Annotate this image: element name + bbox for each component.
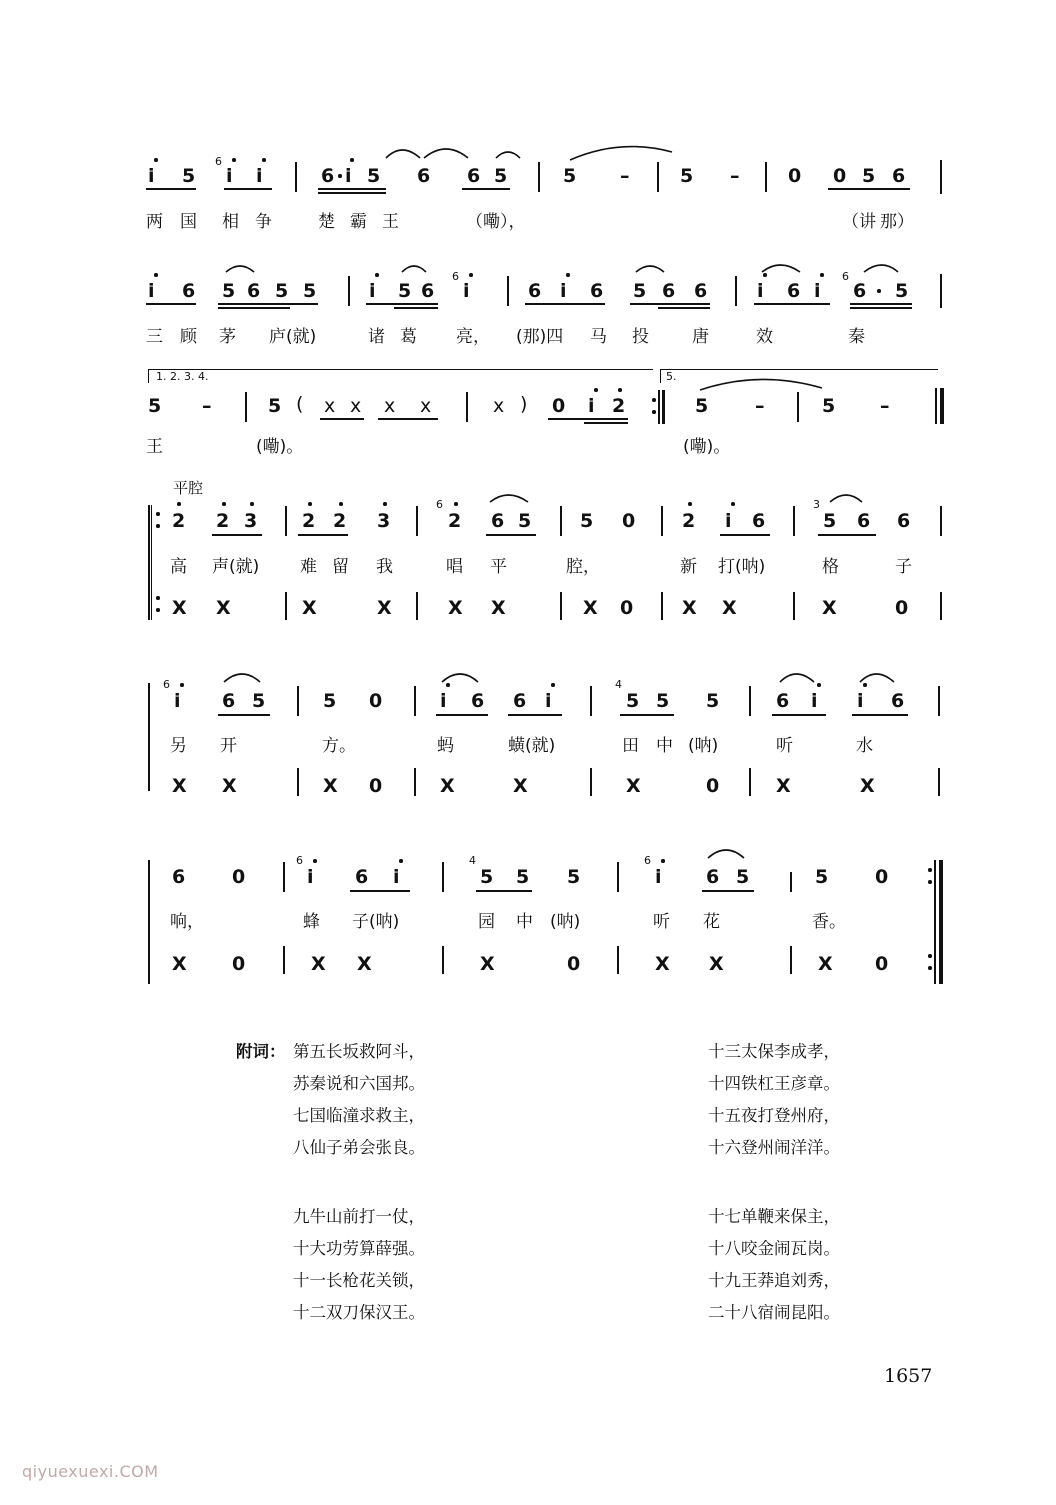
lyric: 腔，	[566, 557, 600, 577]
note: 5	[680, 165, 694, 187]
verse-line: 十七单鞭来保主，	[708, 1207, 840, 1226]
perc-note: X	[216, 597, 231, 619]
note: 5	[303, 280, 317, 302]
note: i	[440, 690, 447, 712]
lyric: 争	[255, 212, 272, 232]
note: 5	[895, 280, 909, 302]
note: 6	[247, 280, 261, 302]
lyric: 格	[822, 557, 839, 577]
verse-line: 十一长枪花关锁，	[293, 1271, 425, 1290]
note: 6	[222, 690, 236, 712]
note: 6	[172, 866, 186, 888]
note: 3	[377, 510, 391, 532]
slur	[496, 152, 520, 158]
perc-note: X	[172, 597, 187, 619]
note: 6	[694, 280, 708, 302]
lyric: 那）	[880, 212, 914, 232]
slur	[700, 379, 822, 390]
note: 6	[857, 510, 871, 532]
perc-note: 0	[620, 597, 634, 619]
perc-note: X	[626, 775, 641, 797]
note: 6	[417, 165, 431, 187]
grace-note: 4	[615, 678, 622, 691]
perc-note: X	[491, 597, 506, 619]
slur	[860, 674, 894, 682]
verse-line: 十八咬金闹瓦岗。	[708, 1239, 840, 1258]
note: 6	[891, 690, 905, 712]
perc-note: X	[682, 597, 697, 619]
lyric: 田	[622, 736, 639, 756]
note: 5	[367, 165, 381, 187]
note: 5	[695, 395, 709, 417]
lyric: 中	[656, 736, 673, 756]
verse-line: 十二双刀保汉王。	[293, 1303, 425, 1322]
note: 5	[398, 280, 412, 302]
grace-note: 6	[163, 678, 170, 691]
verse-line: 十六登州闹洋洋。	[708, 1138, 840, 1157]
note: x	[350, 395, 362, 417]
note: 5	[494, 165, 508, 187]
lyric: 水	[856, 736, 873, 756]
note: 6	[421, 280, 435, 302]
note: 6	[897, 510, 911, 532]
note: 5	[815, 866, 829, 888]
note: 6	[528, 280, 542, 302]
lyric: 高	[170, 557, 187, 577]
grace-note: 6	[842, 270, 849, 283]
note: 5	[706, 690, 720, 712]
lyric: 诸	[368, 327, 385, 347]
perc-note: X	[709, 953, 724, 975]
perc-note: 0	[567, 953, 581, 975]
lyric: 效	[756, 327, 773, 347]
slur	[386, 150, 420, 158]
note: –	[880, 395, 890, 417]
lyric: 王	[146, 437, 163, 457]
note: i	[545, 690, 552, 712]
note: i	[814, 280, 821, 302]
note: i	[256, 165, 263, 187]
verse-line: 十五夜打登州府，	[708, 1106, 840, 1125]
note: –	[755, 395, 765, 417]
perc-note: X	[822, 597, 837, 619]
slur	[402, 266, 426, 272]
perc-note: X	[172, 775, 187, 797]
perc-note: X	[323, 775, 338, 797]
verse-line: 九牛山前打一仗，	[293, 1207, 425, 1226]
note: i	[307, 866, 314, 888]
lyric: 蜂	[303, 912, 320, 932]
lyric: 开	[220, 736, 237, 756]
note: 0	[622, 510, 636, 532]
note: 2	[172, 510, 186, 532]
perc-note: 0	[706, 775, 720, 797]
grace-note: 6	[436, 498, 443, 511]
slur	[780, 674, 814, 682]
note: 6	[752, 510, 766, 532]
note: i	[148, 280, 155, 302]
verse-line: 十三太保李成孝，	[708, 1042, 840, 1061]
note: i	[857, 690, 864, 712]
note: 5	[148, 395, 162, 417]
note: x	[493, 395, 505, 417]
page-number: 1657	[884, 1365, 933, 1387]
perc-note: X	[513, 775, 528, 797]
note: i	[393, 866, 400, 888]
slur	[442, 674, 478, 682]
note: i	[757, 280, 764, 302]
note: –	[620, 165, 630, 187]
note: 5	[656, 690, 670, 712]
lyric: 留	[332, 557, 349, 577]
lyric: 花	[703, 912, 720, 932]
lyric: 三	[146, 327, 163, 347]
lyric: 马	[590, 327, 607, 347]
note: x	[324, 395, 336, 417]
note: 6	[706, 866, 720, 888]
lyric: （嘞），	[466, 212, 526, 232]
lyric: 我	[376, 557, 393, 577]
perc-note: X	[448, 597, 463, 619]
verse-line: 十四铁杠王彦章。	[708, 1074, 840, 1093]
perc-note: X	[302, 597, 317, 619]
note: i	[226, 165, 233, 187]
note: i	[174, 690, 181, 712]
perc-note: X	[860, 775, 875, 797]
watermark: qiyuexuexi.COM	[22, 1462, 159, 1481]
lyric: 两	[146, 212, 163, 232]
note: 2	[216, 510, 230, 532]
grace-note: 6	[644, 854, 651, 867]
verse-line: 十大功劳算薛强。	[293, 1239, 425, 1258]
perc-note: X	[583, 597, 598, 619]
note: 5	[275, 280, 289, 302]
verse-line: 七国临潼求救主，	[293, 1106, 425, 1125]
note: 0	[369, 690, 383, 712]
note: i	[560, 280, 567, 302]
perc-note: X	[311, 953, 326, 975]
paren: )	[520, 393, 528, 415]
verse-line: 第五长坂救阿斗，	[293, 1042, 425, 1061]
lyric: 方。	[322, 736, 356, 756]
section-label: 平腔	[173, 479, 204, 497]
note: 5	[626, 690, 640, 712]
lyric: 听	[776, 736, 793, 756]
note: i	[655, 866, 662, 888]
lyric: 打(呐)	[718, 557, 766, 577]
note: i	[811, 690, 818, 712]
note: 6	[355, 866, 369, 888]
note: i	[588, 395, 595, 417]
slur	[226, 266, 254, 272]
note: 5	[823, 510, 837, 532]
volta-2-label: 5.	[666, 370, 677, 383]
lyric: 茅	[219, 327, 236, 347]
note: 5	[736, 866, 750, 888]
perc-note: X	[722, 597, 737, 619]
note: 6	[471, 690, 485, 712]
note: i	[345, 165, 352, 187]
perc-note: 0	[232, 953, 246, 975]
lyric: （讲	[842, 212, 876, 232]
paren: (	[296, 393, 304, 415]
note: 0	[232, 866, 246, 888]
note: 0	[788, 165, 802, 187]
note: 0	[833, 165, 847, 187]
perc-note: X	[655, 953, 670, 975]
lyric: 新	[680, 557, 697, 577]
perc-note: X	[357, 953, 372, 975]
appendix-label: 附词：	[236, 1042, 286, 1061]
note: 2	[333, 510, 347, 532]
lyric: (那)四	[516, 327, 564, 347]
note: 6	[787, 280, 801, 302]
note: 5	[822, 395, 836, 417]
lyric: 唐	[692, 327, 709, 347]
note: 5	[480, 866, 494, 888]
slur	[636, 266, 664, 272]
lyric: 楚	[318, 212, 335, 232]
lyric: 葛	[400, 327, 417, 347]
note: 3	[244, 510, 258, 532]
note: 2	[302, 510, 316, 532]
note: 5	[323, 690, 337, 712]
note: 2	[612, 395, 626, 417]
lyric: 唱	[446, 557, 463, 577]
note: 6	[590, 280, 604, 302]
note: 6	[491, 510, 505, 532]
lyric: 秦	[848, 327, 865, 347]
perc-note: X	[480, 953, 495, 975]
note: 5	[516, 866, 530, 888]
slur	[570, 147, 672, 160]
lyric: 子	[895, 557, 912, 577]
note: 6	[182, 280, 196, 302]
lyric: (嘞)。	[256, 437, 304, 457]
lyric: 王	[382, 212, 399, 232]
perc-note: X	[818, 953, 833, 975]
note: 5	[862, 165, 876, 187]
slur	[224, 674, 260, 682]
note: 5	[222, 280, 236, 302]
note: i	[725, 510, 732, 532]
grace-note: 6	[215, 155, 222, 168]
lyric: 国	[180, 212, 197, 232]
verse-line: 二十八宿闹昆阳。	[708, 1303, 840, 1322]
note: –	[202, 395, 212, 417]
lyric: 园	[478, 912, 495, 932]
note: 6	[662, 280, 676, 302]
note: 5	[182, 165, 196, 187]
note: –	[730, 165, 740, 187]
note: 5	[518, 510, 532, 532]
note: 6	[321, 165, 335, 187]
verse-line: 苏秦说和六国邦。	[293, 1074, 425, 1093]
slur	[490, 495, 528, 502]
lyric: (呐)	[550, 912, 581, 932]
note: 5	[268, 395, 282, 417]
lyric: (呐)	[688, 736, 719, 756]
verse-line: 十九王莽追刘秀，	[708, 1271, 840, 1290]
note: 5	[580, 510, 594, 532]
note: i	[369, 280, 376, 302]
lyric: 蟥(就)	[508, 736, 556, 756]
volta-1-label: 1. 2. 3. 4.	[156, 370, 209, 383]
verse-line: 八仙子弟会张良。	[293, 1138, 425, 1157]
note: 5	[563, 165, 577, 187]
note: 6	[467, 165, 481, 187]
note: x	[420, 395, 432, 417]
slur	[762, 265, 800, 272]
note: 2	[682, 510, 696, 532]
lyric: 听	[653, 912, 670, 932]
grace-note: 4	[469, 854, 476, 867]
perc-note: X	[440, 775, 455, 797]
lyric: 响，	[170, 912, 204, 932]
note: 5	[633, 280, 647, 302]
perc-note: 0	[369, 775, 383, 797]
lyric: 声(就)	[212, 557, 260, 577]
lyric: 蚂	[437, 736, 454, 756]
lyric: 顾	[180, 327, 197, 347]
lyric: 难	[300, 557, 317, 577]
note: 0	[552, 395, 566, 417]
slur	[864, 265, 898, 272]
perc-note: 0	[895, 597, 909, 619]
note: 5	[567, 866, 581, 888]
note: 5	[252, 690, 266, 712]
lyric: 中	[516, 912, 533, 932]
perc-note: 0	[875, 953, 889, 975]
grace-note: 3	[813, 498, 820, 511]
lyric: (嘞)。	[683, 437, 731, 457]
lyric: 平	[490, 557, 507, 577]
note: i	[463, 280, 470, 302]
slur	[424, 149, 468, 158]
perc-note: X	[172, 953, 187, 975]
note: 0	[875, 866, 889, 888]
perc-note: X	[377, 597, 392, 619]
lyric: 相	[222, 212, 239, 232]
grace-note: 6	[296, 854, 303, 867]
lyric: 另	[170, 736, 187, 756]
lyric: 子(呐)	[352, 912, 400, 932]
note: x	[384, 395, 396, 417]
note: 6	[853, 280, 867, 302]
lyric: 投	[632, 327, 649, 347]
slur	[708, 850, 744, 858]
slur	[830, 495, 862, 502]
perc-note: X	[776, 775, 791, 797]
lyric: 香。	[812, 912, 846, 932]
note: 2	[448, 510, 462, 532]
lyric: 庐(就)	[269, 327, 317, 347]
note: i	[148, 165, 155, 187]
lyric: 亮，	[456, 327, 490, 347]
note: 6	[776, 690, 790, 712]
grace-note: 6	[452, 270, 459, 283]
lyric: 霸	[350, 212, 367, 232]
perc-note: X	[222, 775, 237, 797]
note: 6	[892, 165, 906, 187]
note: 6	[513, 690, 527, 712]
